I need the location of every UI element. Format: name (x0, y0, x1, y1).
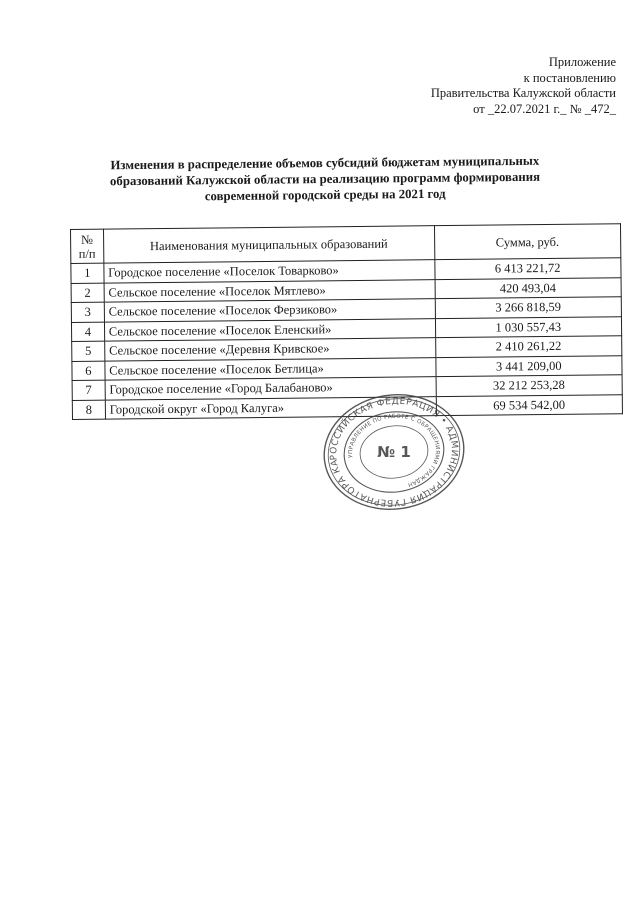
title-line-3: современной городской среды на 2021 год (204, 186, 446, 204)
appendix-header (286, 55, 616, 117)
appendix-line-3: Правительства Калужской области (430, 86, 616, 100)
seal-inner-text: УПРАВЛЕНИЕ ПО РАБОТЕ С ОБРАЩЕНИЯМИ ГРАЖДАН (348, 413, 440, 488)
header-amount: Сумма, руб. (434, 224, 621, 260)
title-line-2: образований Калужской области на реализацию программ формирования (109, 169, 541, 189)
document-title (80, 152, 570, 205)
row-municipality: Городское поселение «Город Балабаново» (105, 377, 436, 400)
row-amount: 3 441 209,00 (435, 355, 622, 376)
appendix-line-2: к постановлению (523, 70, 616, 85)
row-number: 7 (72, 380, 105, 400)
row-municipality: Сельское поселение «Поселок Бетлица» (105, 357, 436, 380)
row-amount: 2 410 261,22 (435, 336, 622, 357)
title-line-1: Изменения в распределение объемов субсидий бюджетам муниципальных (110, 153, 540, 173)
row-number: 1 (71, 263, 104, 283)
row-number: 5 (72, 341, 105, 361)
row-number: 3 (71, 302, 104, 322)
header-number: № п/п (71, 229, 104, 263)
seal-outer-text: РОССИЙСКАЯ ФЕДЕРАЦИЯ • АДМИНИСТРАЦИЯ ГУБЕРНАТОРА КАЛУЖСКОЙ (329, 396, 459, 508)
row-amount: 3 266 818,59 (435, 297, 622, 318)
row-amount: 32 212 253,28 (436, 375, 623, 396)
row-municipality: Городское поселение «Поселок Товарково» (104, 260, 435, 283)
row-number: 4 (71, 322, 104, 342)
row-municipality: Сельское поселение «Поселок Еленский» (104, 318, 435, 341)
row-amount: 6 413 221,72 (434, 258, 621, 279)
row-municipality: Городской округ «Город Калуга» (105, 396, 436, 419)
seal-number: № 1 (377, 443, 411, 461)
subsidy-table (70, 223, 623, 420)
row-amount: 69 534 542,00 (436, 394, 623, 415)
row-number: 2 (71, 283, 104, 303)
row-number: 6 (72, 361, 105, 381)
row-municipality: Сельское поселение «Поселок Мятлево» (104, 279, 435, 302)
appendix-line-1: Приложение (548, 55, 616, 69)
row-municipality: Сельское поселение «Деревня Кривское» (104, 338, 435, 361)
official-seal-stamp (318, 392, 470, 512)
row-municipality: Сельское поселение «Поселок Ферзиково» (104, 299, 435, 322)
header-municipality: Наименования муниципальных образований (103, 226, 434, 263)
table-header-row (71, 224, 621, 264)
row-amount: 1 030 557,43 (435, 316, 622, 337)
row-amount: 420 493,04 (435, 277, 622, 298)
appendix-line-4: от _22.07.2021 г._ № _472_ (473, 101, 616, 116)
row-number: 8 (72, 400, 105, 420)
